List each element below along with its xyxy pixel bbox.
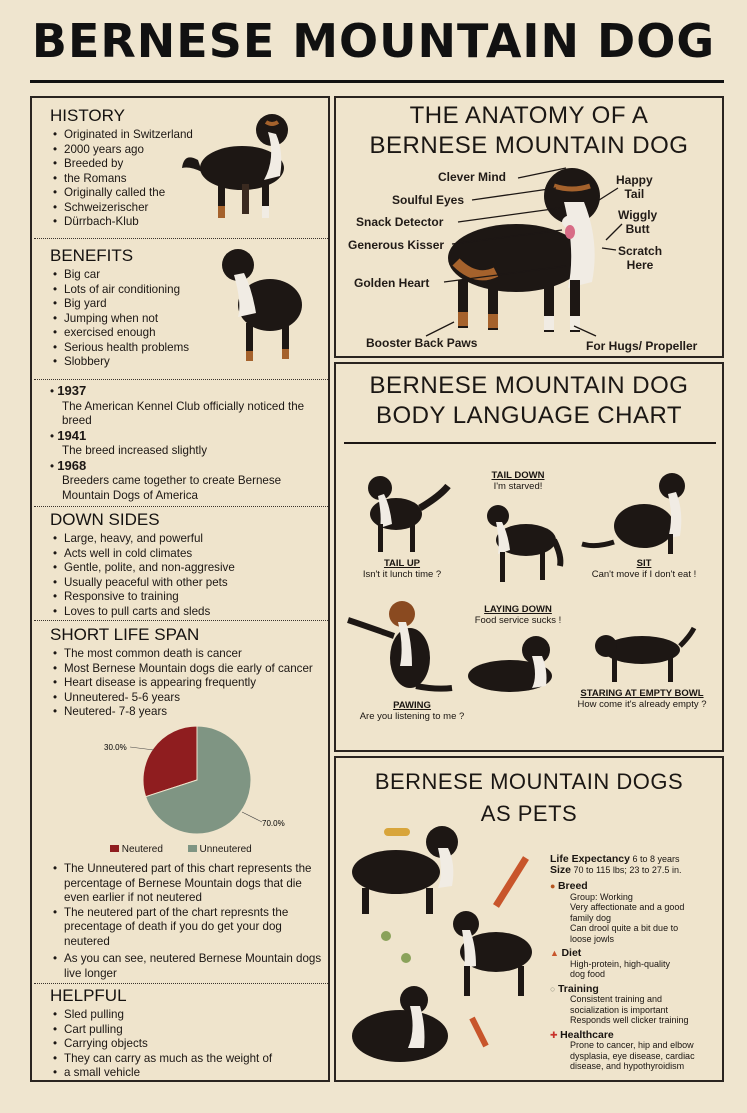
anatomy-pointer-lines [336, 98, 726, 360]
pets-heading-2: AS PETS [480, 801, 578, 826]
pose-tail-down-caption: TAIL DOWN I'm starved! [491, 470, 545, 492]
list-item: • Originally called the [50, 186, 210, 201]
list-item: • Big yard [50, 297, 220, 312]
anatomy-heading-2: BERNESE MOUNTAIN DOG [369, 132, 689, 159]
list-item: • a small vehicle [50, 1066, 318, 1081]
legend-label: Neutered [121, 844, 163, 855]
list-item: • Jumping when not [50, 312, 220, 327]
list-item: • Sled pulling [50, 1008, 318, 1023]
body-language-heading-2: BODY LANGUAGE CHART [375, 402, 683, 429]
timeline-entry: • 1941 [50, 427, 87, 443]
divider [344, 442, 716, 444]
timeline-entry: • 1968 [50, 457, 87, 473]
list-item: • Serious health problems [50, 341, 220, 356]
clicker-icon: ○ [550, 983, 556, 994]
helpful-heading: HELPFUL [50, 986, 127, 1005]
life-expectancy-row: Life Expectancy 6 to 8 years [550, 853, 680, 865]
body-language-heading-1: BERNESE MOUNTAIN DOG [369, 372, 689, 399]
timeline-text: Breeders came together to create Bernese Mountain Dogs of America [62, 474, 282, 502]
pose-pawing-caption: PAWING Are you listening to me ? [359, 700, 465, 722]
lifespan-notes [50, 862, 324, 981]
lifespan-pie-chart [92, 720, 302, 860]
pose-laying-down-dog [462, 630, 562, 702]
list-item: • Carrying objects [50, 1037, 318, 1052]
pie-legend [110, 844, 252, 855]
timeline-entry: • 1937 [50, 383, 87, 398]
pie-leader-line [242, 812, 262, 822]
list-item: • Heart disease is appearing frequently [50, 676, 324, 691]
pose-staring-caption: STARING AT EMPTY BOWL How come it's already empty ? [577, 688, 707, 710]
pose-tail-up-caption: TAIL UP Isn't it lunch time ? [362, 558, 442, 580]
diet-block: ▲ Diet High-protein, high-quality dog food [550, 947, 671, 979]
divider [34, 620, 328, 621]
timeline-text: The breed increased slightly [62, 444, 208, 457]
list-item: • Gentle, polite, and non-aggresive [50, 561, 310, 576]
breed-block: ● Breed Group: Working Very affectionate and a good family dog Can drool quite a bit due to loose jowls [550, 880, 685, 944]
label-soulful-eyes: Soulful Eyes [392, 193, 465, 207]
pose-tail-up-dog [360, 466, 452, 556]
divider [34, 506, 328, 507]
legend-swatch-neutered [110, 845, 119, 852]
list-item: • Breeded by [50, 157, 210, 172]
pose-staring-dog [592, 622, 698, 686]
downsides-heading: DOWN SIDES [50, 510, 160, 529]
label-happy-tail: Happy Tail [616, 173, 653, 201]
pie-value-label: 30.0% [104, 743, 127, 752]
bowl-icon: ▲ [550, 948, 559, 958]
helpful-list [50, 1008, 318, 1081]
downsides-list [50, 532, 310, 619]
list-item: • Dürrbach-Klub [50, 215, 210, 230]
label-golden-heart: Golden Heart [354, 276, 430, 290]
label-clever-mind: Clever Mind [438, 170, 507, 184]
list-item: • As you can see, neutered Bernese Mountain dogs live longer [50, 952, 324, 981]
list-item: • The Unneutered part of this chart represents the percentage of Bernese Mountain dogs that die even earlier if not neutered [50, 862, 324, 906]
pets-heading-1: BERNESE MOUNTAIN DOGS [374, 769, 684, 794]
lifespan-section [50, 625, 324, 720]
list-item: • They can carry as much as the weight of [50, 1052, 318, 1067]
timeline-text: The American Kennel Club officially noticed the breed [62, 399, 305, 427]
label-snack-detector: Snack Detector [356, 215, 444, 229]
divider [34, 238, 328, 239]
pose-sit-caption: SIT Can't move if I don't eat ! [591, 558, 697, 580]
benefits-section [50, 246, 220, 370]
label-generous-kisser: Generous Kisser [348, 238, 445, 252]
list-item: • Slobbery [50, 355, 220, 370]
list-item: • Most Bernese Mountain dogs die early of cancer [50, 662, 324, 677]
list-item: • Loves to pull carts and sleds [50, 605, 310, 620]
cross-icon: ✚ [550, 1029, 558, 1040]
list-item: • Originated in Switzerland [50, 128, 210, 143]
left-panel [30, 96, 330, 1082]
anatomy-panel [334, 96, 724, 358]
paw-icon: ● [550, 881, 556, 891]
list-item: • exercised enough [50, 326, 220, 341]
healthcare-block: ✚ Healthcare Prone to cancer, hip and elbow dysplasia, eye disease, cardiac disease, and hypothyroidism [550, 1028, 695, 1071]
list-item: • The most common death is cancer [50, 647, 324, 662]
legend-label: Unneutered [199, 844, 252, 855]
pie-value-label: 70.0% [262, 819, 285, 828]
label-wiggly-butt: Wiggly Butt [618, 208, 658, 236]
anatomy-heading-1: THE ANATOMY OF A [409, 102, 649, 129]
label-booster-back-paws: Booster Back Paws [366, 336, 478, 350]
list-item: • Large, heavy, and powerful [50, 532, 310, 547]
pets-panel [334, 756, 724, 1082]
pets-decorations [376, 818, 536, 1058]
timeline-section [50, 384, 322, 503]
divider [34, 379, 328, 380]
list-item: • 2000 years ago [50, 143, 210, 158]
list-item: • Usually peaceful with other pets [50, 576, 310, 591]
body-language-panel [334, 362, 724, 752]
pose-pawing-dog [346, 596, 456, 696]
lifespan-heading: SHORT LIFE SPAN [50, 625, 200, 644]
list-item: • Schweizerischer [50, 201, 210, 216]
list-item: • Cart pulling [50, 1023, 318, 1038]
size-row: Size 70 to 115 lbs; 23 to 27.5 in. [550, 863, 682, 876]
pose-sit-dog [580, 468, 696, 558]
list-item: • Responsive to training [50, 590, 310, 605]
pose-laying-down-caption: LAYING DOWN Food service sucks ! [474, 604, 562, 626]
divider [34, 983, 328, 984]
benefits-list [50, 268, 220, 370]
benefits-heading: BENEFITS [50, 246, 134, 265]
pets-info [550, 854, 720, 1072]
label-scratch-here: Scratch Here [618, 244, 663, 272]
list-item: • Unneutered- 5-6 years [50, 691, 324, 706]
downsides-section [50, 510, 310, 619]
list-item: • Neutered- 7-8 years [50, 705, 324, 720]
poster-title: BERNESE MOUNTAIN DOG [31, 14, 716, 68]
list-item: • The neutered part of the chart represnts the precentage of death if you do get your dog neutered [50, 906, 324, 950]
list-item: • Lots of air conditioning [50, 283, 220, 298]
history-heading: HISTORY [50, 106, 125, 125]
list-item: • Acts well in cold climates [50, 547, 310, 562]
helpful-section [50, 986, 318, 1081]
label-hugs: For Hugs/ Propeller [586, 339, 698, 353]
pie-leader-line [130, 747, 154, 750]
lifespan-list [50, 647, 324, 720]
legend-swatch-unneutered [188, 845, 197, 852]
list-item: • the Romans [50, 172, 210, 187]
list-item: • Big car [50, 268, 220, 283]
title-rule [30, 80, 724, 83]
benefits-dog-image [212, 243, 312, 373]
history-dog-image [180, 102, 300, 228]
training-block: ○ Training Consistent training and socialization is important Responds well clicker training [550, 982, 689, 1025]
pose-tail-down-dog [482, 500, 566, 586]
